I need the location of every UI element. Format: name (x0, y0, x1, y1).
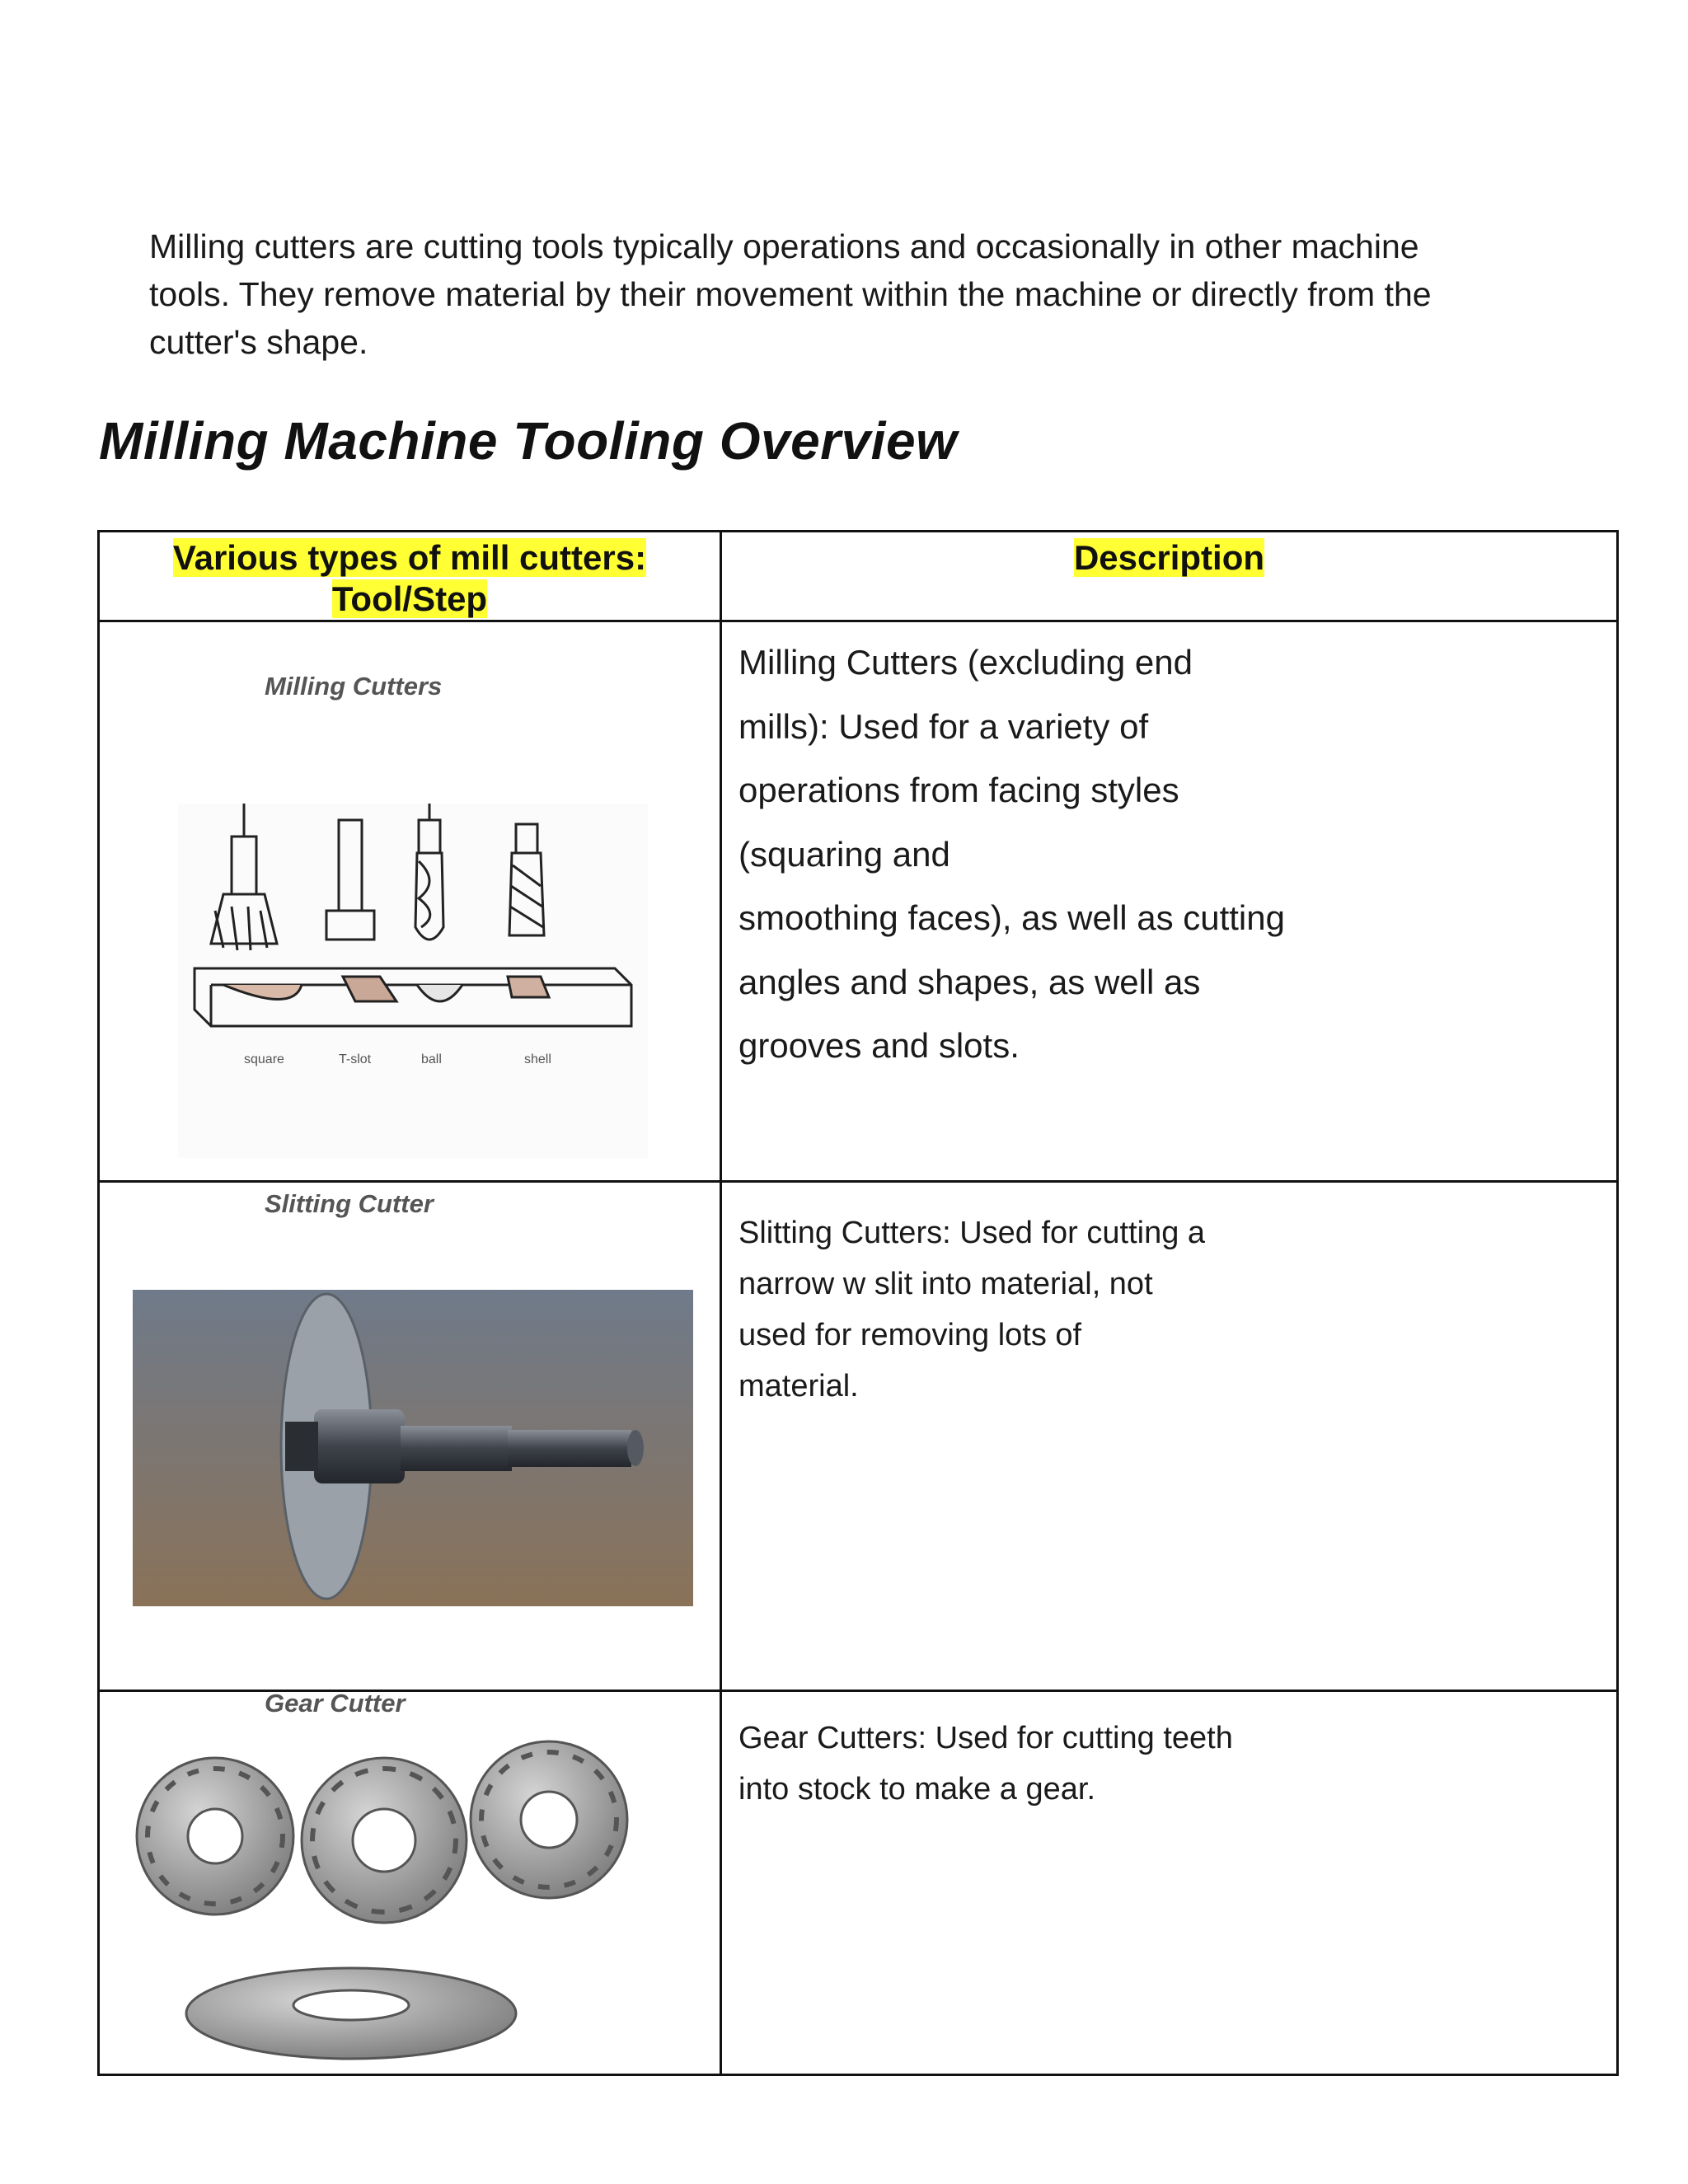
intro-paragraph (149, 223, 1567, 366)
gear-cutter-3 (471, 1741, 627, 1898)
header-description (721, 532, 1618, 621)
figure-label-square: square (244, 1052, 284, 1067)
tool-cell-milling (99, 621, 721, 1182)
header-description-label: Description (1073, 538, 1265, 577)
slitting-cutter-photo (133, 1290, 693, 1606)
description-cell-milling (721, 621, 1618, 1182)
table-header-row (99, 532, 1618, 621)
description-gear: Gear Cutters: Used for cutting teeth into stock to make a gear. (738, 1720, 1233, 1807)
table-row (99, 1690, 1618, 2074)
gear-cutter-4 (186, 1968, 516, 2059)
description-cell-slitting (721, 1182, 1618, 1690)
table-row (99, 1182, 1618, 1690)
intro-line-2: tools. They remove material by their movement within the machine or directly from the (149, 275, 1432, 313)
tool-cell-gear (99, 1690, 721, 2074)
intro-line-1: Milling cutters are cutting tools typically operations and occasionally in other machine (149, 227, 1419, 265)
gear-cutter-2 (302, 1758, 467, 1923)
description-milling: Milling Cutters (excluding end mills): Used for a variety of operations from facing styles (squaring and smoothing faces), as well as cutting angles and shapes, as well as grooves and slots. (738, 643, 1285, 1066)
intro-line-3: cutter's shape. (149, 323, 368, 361)
table-row (99, 621, 1618, 1182)
figure-label-shell: shell (524, 1052, 551, 1067)
gear-cutter-1 (137, 1758, 293, 1915)
milling-cutters-illustration (178, 804, 648, 1158)
figure-label-ball: ball (421, 1052, 442, 1067)
header-tool-step (99, 532, 721, 621)
tool-cell-slitting (99, 1182, 721, 1690)
page-heading: Milling Machine Tooling Overview (99, 411, 958, 471)
tool-label-slitting: Slitting Cutter (265, 1189, 434, 1219)
header-tool-line-1: Various types of mill cutters: (172, 538, 647, 577)
header-tool-line-2: Tool/Step (331, 579, 488, 618)
tool-label-gear: Gear Cutter (265, 1688, 406, 1718)
gear-cutters-illustration (133, 1729, 677, 2067)
tooling-table (97, 530, 1619, 2076)
tool-label-milling: Milling Cutters (265, 672, 443, 701)
description-cell-gear (721, 1690, 1618, 2074)
description-slitting: Slitting Cutters: Used for cutting a narrow w slit into material, not used for removing lots of material. (738, 1216, 1206, 1404)
figure-label-t-slot: T-slot (339, 1052, 372, 1067)
